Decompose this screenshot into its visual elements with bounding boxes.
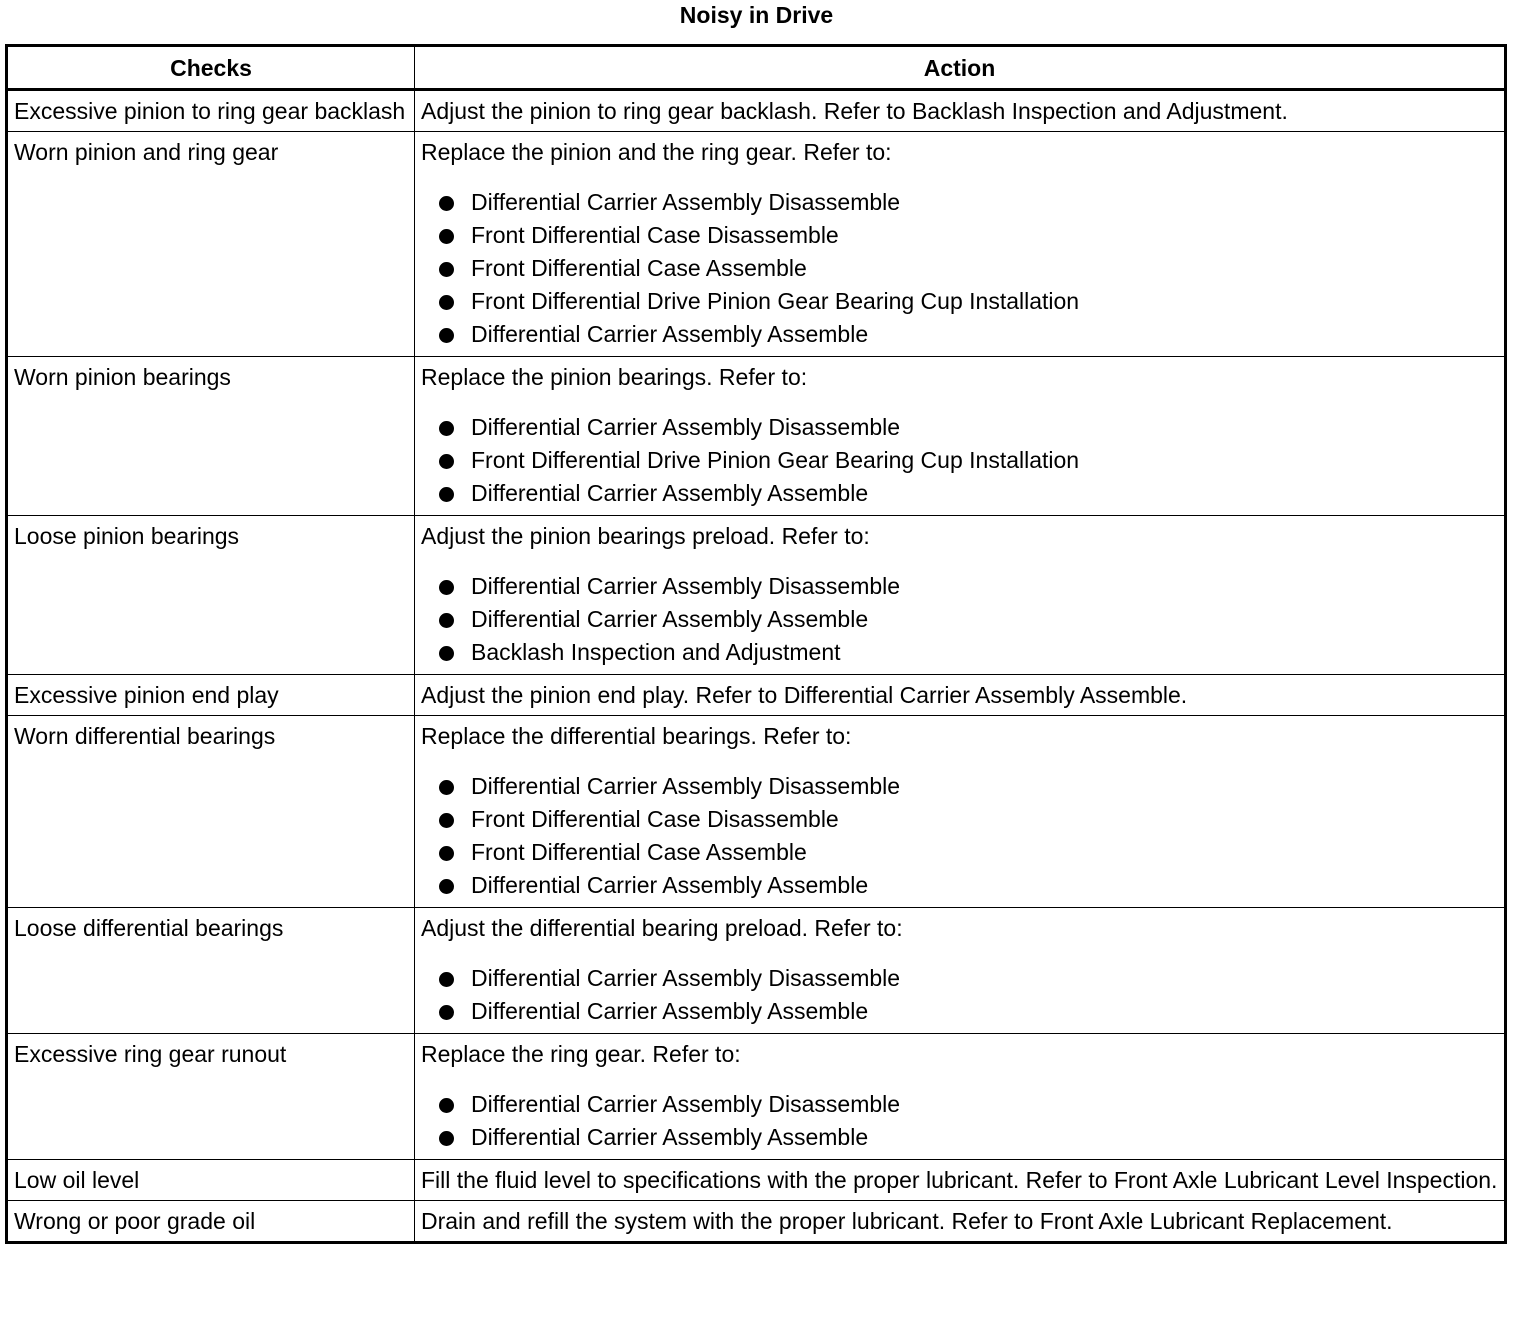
check-cell: Excessive pinion end play [7, 675, 415, 716]
reference-text: Differential Carrier Assembly Disassemble [471, 189, 901, 215]
reference-text: Front Differential Case Disassemble [471, 806, 839, 832]
bullet-icon [439, 295, 454, 310]
check-cell: Loose differential bearings [7, 908, 415, 1034]
reference-text: Differential Carrier Assembly Disassemble [471, 965, 901, 991]
check-cell: Worn pinion and ring gear [7, 132, 415, 357]
action-cell [415, 1201, 1506, 1243]
action-text: Replace the pinion bearings. Refer to: [421, 364, 808, 390]
reference-item [421, 477, 1498, 510]
check-cell: Excessive ring gear runout [7, 1034, 415, 1160]
action-cell [415, 516, 1506, 675]
bullet-icon [439, 846, 454, 861]
table-row [7, 1201, 1506, 1243]
reference-text: Backlash Inspection and Adjustment [471, 639, 841, 665]
reference-text: Front Differential Case Disassemble [471, 222, 839, 248]
table-row [7, 132, 1506, 357]
reference-text: Differential Carrier Assembly Assemble [471, 872, 869, 898]
reference-item [421, 411, 1498, 444]
action-text: Adjust the pinion end play. Refer to Differential Carrier Assembly Assemble. [421, 682, 1188, 708]
reference-list [421, 770, 1498, 902]
reference-item [421, 252, 1498, 285]
reference-list [421, 570, 1498, 669]
reference-item [421, 318, 1498, 351]
reference-item [421, 285, 1498, 318]
reference-item [421, 995, 1498, 1028]
bullet-icon [439, 780, 454, 795]
action-cell [415, 675, 1506, 716]
table-row [7, 1160, 1506, 1201]
reference-text: Differential Carrier Assembly Disassemble [471, 414, 901, 440]
table-row [7, 357, 1506, 516]
table-row [7, 90, 1506, 132]
reference-item [421, 1121, 1498, 1154]
checks-header: Checks [7, 46, 415, 90]
action-cell [415, 1160, 1506, 1201]
reference-text: Differential Carrier Assembly Assemble [471, 606, 869, 632]
action-text: Adjust the pinion to ring gear backlash. Refer to Backlash Inspection and Adjustment. [421, 98, 1288, 124]
check-cell: Wrong or poor grade oil [7, 1201, 415, 1243]
table-row [7, 908, 1506, 1034]
reference-text: Differential Carrier Assembly Assemble [471, 1124, 869, 1150]
check-cell: Loose pinion bearings [7, 516, 415, 675]
reference-text: Front Differential Drive Pinion Gear Bearing Cup Installation [471, 447, 1080, 473]
reference-list [421, 186, 1498, 351]
table-row [7, 675, 1506, 716]
bullet-icon [439, 580, 454, 595]
action-text: Fill the fluid level to specifications with the proper lubricant. Refer to Front Axle Lubricant Level Inspection. [421, 1167, 1498, 1193]
table-row [7, 516, 1506, 675]
action-cell [415, 716, 1506, 908]
bullet-icon [439, 613, 454, 628]
reference-item [421, 636, 1498, 669]
table-header-row [7, 46, 1506, 90]
check-cell: Worn differential bearings [7, 716, 415, 908]
bullet-icon [439, 454, 454, 469]
action-cell [415, 357, 1506, 516]
bullet-icon [439, 646, 454, 661]
reference-text: Differential Carrier Assembly Disassemble [471, 1091, 901, 1117]
reference-item [421, 444, 1498, 477]
action-header: Action [415, 46, 1506, 90]
action-text: Drain and refill the system with the proper lubricant. Refer to Front Axle Lubricant Replacement. [421, 1208, 1393, 1234]
table-body [7, 90, 1506, 1243]
reference-item [421, 869, 1498, 902]
table-row [7, 1034, 1506, 1160]
reference-item [421, 1088, 1498, 1121]
reference-item [421, 219, 1498, 252]
reference-text: Differential Carrier Assembly Disassemble [471, 573, 901, 599]
reference-item [421, 803, 1498, 836]
action-text: Replace the pinion and the ring gear. Refer to: [421, 139, 892, 165]
reference-text: Front Differential Case Assemble [471, 255, 807, 281]
reference-text: Differential Carrier Assembly Assemble [471, 480, 869, 506]
reference-item [421, 962, 1498, 995]
action-cell [415, 132, 1506, 357]
page-title: Noisy in Drive [679, 2, 834, 28]
bullet-icon [439, 229, 454, 244]
reference-list [421, 962, 1498, 1028]
table-row [7, 716, 1506, 908]
bullet-icon [439, 421, 454, 436]
bullet-icon [439, 1005, 454, 1020]
bullet-icon [439, 487, 454, 502]
reference-item [421, 603, 1498, 636]
reference-text: Differential Carrier Assembly Disassemble [471, 773, 901, 799]
reference-text: Differential Carrier Assembly Assemble [471, 321, 869, 347]
reference-list [421, 1088, 1498, 1154]
reference-text: Front Differential Drive Pinion Gear Bearing Cup Installation [471, 288, 1080, 314]
diagnostic-table [5, 44, 1507, 1244]
bullet-icon [439, 262, 454, 277]
bullet-icon [439, 813, 454, 828]
reference-item [421, 570, 1498, 603]
bullet-icon [439, 1098, 454, 1113]
action-text: Replace the differential bearings. Refer to: [421, 723, 852, 749]
bullet-icon [439, 879, 454, 894]
bullet-icon [439, 1131, 454, 1146]
action-text: Adjust the differential bearing preload. Refer to: [421, 915, 903, 941]
reference-item [421, 770, 1498, 803]
action-text: Replace the ring gear. Refer to: [421, 1041, 741, 1067]
reference-item [421, 836, 1498, 869]
action-cell [415, 1034, 1506, 1160]
reference-list [421, 411, 1498, 510]
action-cell [415, 90, 1506, 132]
bullet-icon [439, 196, 454, 211]
action-cell [415, 908, 1506, 1034]
reference-item [421, 186, 1498, 219]
action-text: Adjust the pinion bearings preload. Refer to: [421, 523, 870, 549]
check-cell: Low oil level [7, 1160, 415, 1201]
bullet-icon [439, 972, 454, 987]
check-cell: Worn pinion bearings [7, 357, 415, 516]
reference-text: Differential Carrier Assembly Assemble [471, 998, 869, 1024]
reference-text: Front Differential Case Assemble [471, 839, 807, 865]
check-cell: Excessive pinion to ring gear backlash [7, 90, 415, 132]
bullet-icon [439, 328, 454, 343]
